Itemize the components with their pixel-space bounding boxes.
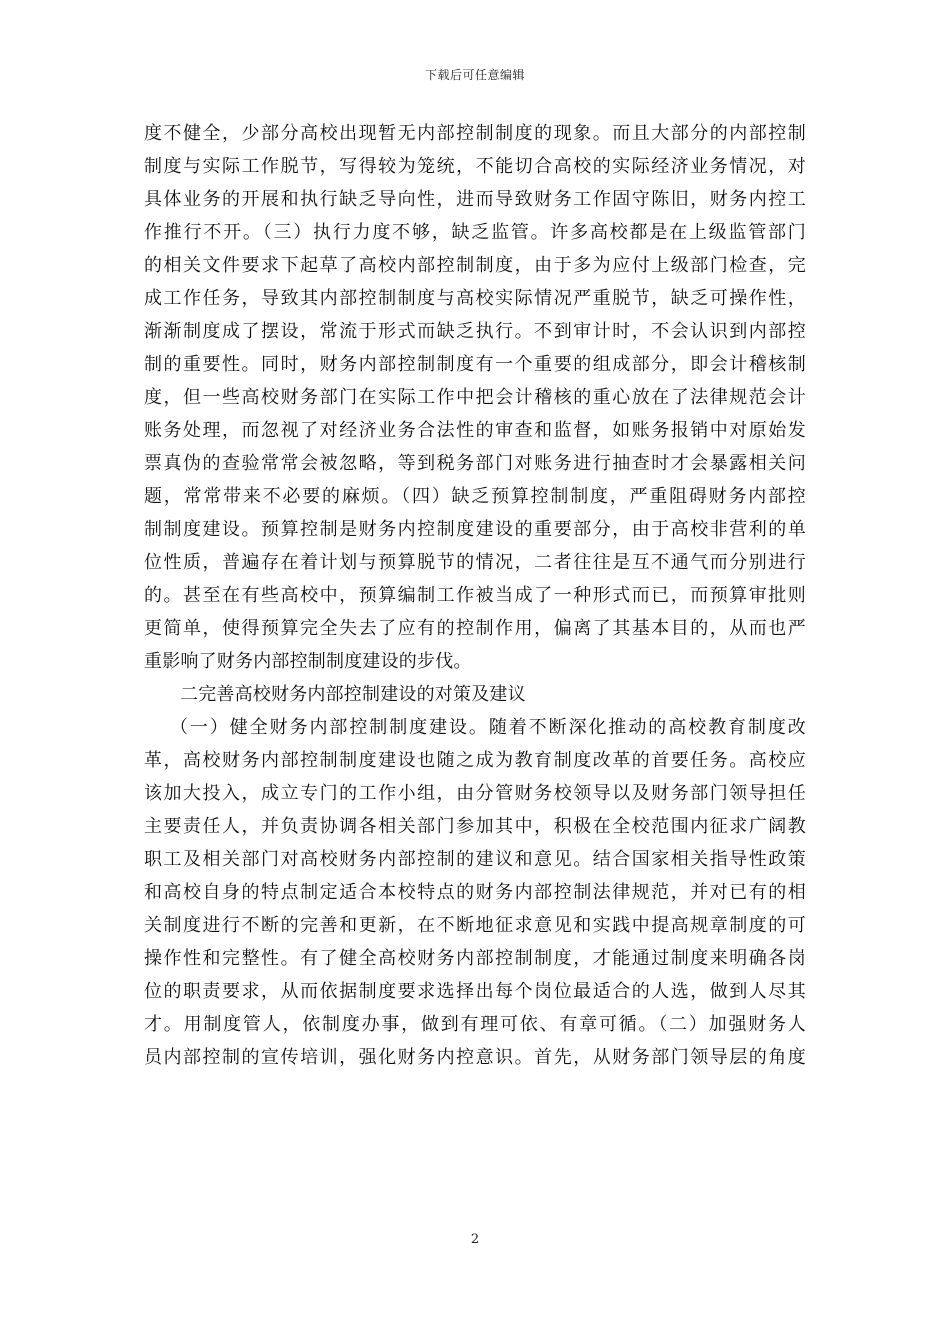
text-line: 制的重要性。同时，财务内部控制制度有一个重要的组成部分，即会计稽核制 — [144, 354, 806, 375]
section-heading: 二完善高校财务内部控制建设的对策及建议 — [180, 684, 526, 705]
text-line: 成工作任务，导致其内部控制制度与高校实际情况严重脱节，缺乏可操作性， — [144, 288, 806, 309]
text-line: 主要责任人，并负责协调各相关部门参加其中，积极在全校范围内征求广阔教 — [144, 816, 806, 837]
text-line: （一）健全财务内部控制制度建设。随着不断深化推动的高校教育制度改 — [170, 717, 806, 738]
text-line: 位的职责要求，从而依据制度要求选择出每个岗位最适合的人选，做到人尽其 — [144, 981, 806, 1002]
text-line: 更简单，使得预算完全失去了应有的控制作用，偏离了其基本目的，从而也严 — [144, 618, 806, 639]
text-line: 员内部控制的宣传培训，强化财务内控意识。首先，从财务部门领导层的角度 — [144, 1047, 806, 1068]
text-line: 革，高校财务内部控制制度建设也随之成为教育制度改革的首要任务。高校应 — [144, 750, 806, 771]
text-line: 重影响了财务内部控制制度建设的步伐。 — [144, 651, 472, 672]
text-line: 和高校自身的特点制定适合本校特点的财务内部控制法律规范，并对已有的相 — [144, 882, 806, 903]
text-line: 账务处理，而忽视了对经济业务合法性的审查和监督，如账务报销中对原始发 — [144, 420, 806, 441]
text-line: 该加大投入，成立专门的工作小组，由分管财务校领导以及财务部门领导担任 — [144, 783, 806, 804]
page-header: 下载后可任意编辑 — [424, 68, 525, 82]
text-line: 关制度进行不断的完善和更新，在不断地征求意见和实践中提高规章制度的可 — [144, 915, 806, 936]
text-line: 渐渐制度成了摆设，常流于形式而缺乏执行。不到审计时，不会认识到内部控 — [144, 321, 806, 342]
text-line: 的相关文件要求下起草了高校内部控制制度，由于多为应付上级部门检查，完 — [144, 255, 806, 276]
text-line: 制制度建设。预算控制是财务内控制度建设的重要部分，由于高校非营利的单 — [144, 519, 806, 540]
text-line: 作推行不开。（三）执行力度不够，缺乏监管。许多高校都是在上级监管部门 — [144, 222, 806, 243]
text-line: 位性质，普遍存在着计划与预算脱节的情况，二者往往是互不通气而分别进行 — [144, 552, 806, 573]
text-line: 职工及相关部门对高校财务内部控制的建议和意见。结合国家相关指导性政策 — [144, 849, 806, 870]
body-text — [144, 117, 806, 1074]
text-line: 题，常常带来不必要的麻烦。（四）缺乏预算控制制度，严重阻碍财务内部控 — [144, 486, 806, 507]
page-number: 2 — [470, 1232, 480, 1247]
text-line: 制度与实际工作脱节，写得较为笼统，不能切合高校的实际经济业务情况，对 — [144, 156, 806, 177]
text-line: 度不健全，少部分高校出现暂无内部控制制度的现象。而且大部分的内部控制 — [144, 123, 806, 144]
text-line: 操作性和完整性。有了健全高校财务内部控制制度，才能通过制度来明确各岗 — [144, 948, 806, 969]
text-line: 度，但一些高校财务部门在实际工作中把会计稽核的重心放在了法律规范会计 — [144, 387, 806, 408]
text-line: 具体业务的开展和执行缺乏导向性，进而导致财务工作固守陈旧，财务内控工 — [144, 189, 806, 210]
text-line: 的。甚至在有些高校中，预算编制工作被当成了一种形式而已，而预算审批则 — [144, 585, 806, 606]
text-line: 才。用制度管人，依制度办事，做到有理可依、有章可循。（二）加强财务人 — [144, 1014, 806, 1035]
text-line: 票真伪的查验常常会被忽略，等到税务部门对账务进行抽查时才会暴露相关问 — [144, 453, 806, 474]
